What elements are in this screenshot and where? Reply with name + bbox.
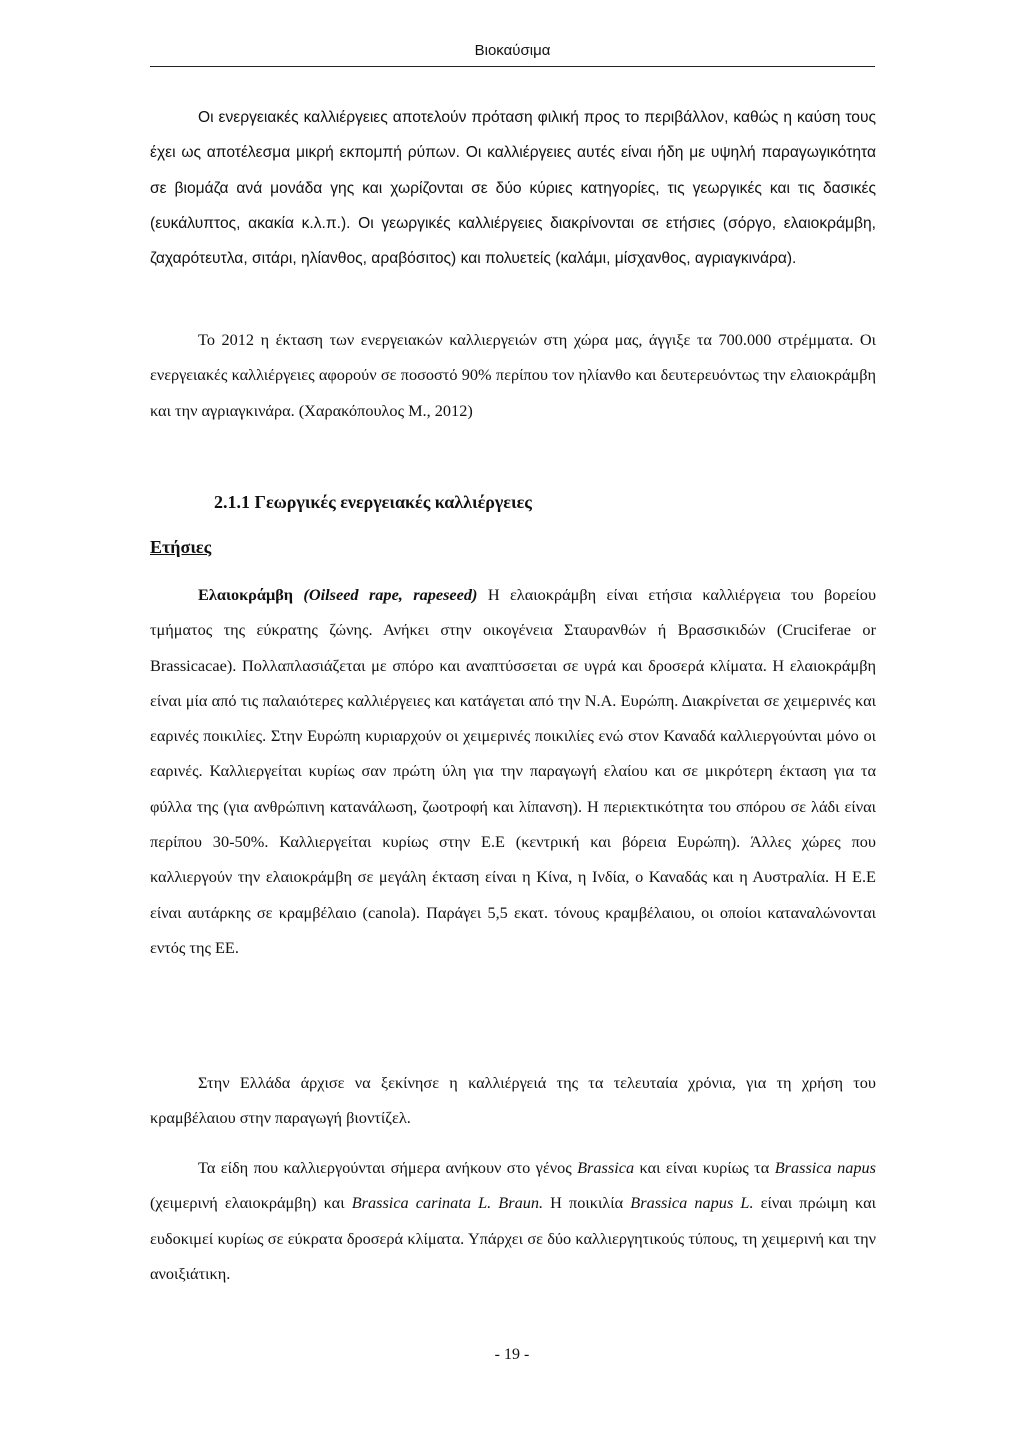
section-number: 2.1.1 (214, 492, 250, 512)
intro-paragraph-2: Το 2012 η έκταση των ενεργειακών καλλιεργειών στη χώρα μας, άγγιξε τα 700.000 στρέμματα. Οι ενεργειακές καλλιέργειες αφορούν σε ποσοστό 90% περίπου τον ηλίανθο και δευτερευόντως την ελαιοκράμβη και την αγριαγκινάρα. (Χαρακόπουλος Μ., 2012) (150, 330, 876, 420)
species-text-e: (χειμερινή ελαιοκράμβη) και (150, 1193, 352, 1213)
species-name-brassica-napus: Brassica napus (774, 1158, 876, 1177)
header-title: Βιοκαύσιμα (474, 42, 551, 59)
species-text-g: Η ποικιλία (543, 1193, 631, 1213)
section-title: Γεωργικές ενεργειακές καλλιέργειες (254, 492, 532, 512)
rapeseed-latin-name: (Oilseed rape, rapeseed) (303, 585, 478, 604)
rapeseed-text: Η ελαιοκράμβη είναι ετήσια καλλιέργεια του βορείου τμήματος της εύκρατης ζώνης. Ανήκει στην οικογένεια Σταυρανθών ή Βρασσικιδών (Cruciferae or Brassicacae). Πολλαπλασιάζεται με σπόρο και αναπτύσσεται σε υγρά και δροσερά κλίματα. Η ελαιοκράμβη είναι μία από τις παλαιότερες καλλιέργειες και κατάγεται από την Ν.Α. Ευρώπη. Διακρίνεται σε χειμερινές και εαρινές ποικιλίες. Στην Ευρώπη κυριαρχούν οι χειμερινές ποικιλίες ενώ στον Καναδά καλλιεργούνται μόνο οι εαρινές. Καλλιεργείται κυρίως σαν πρώτη ύλη για την παραγωγή ελαίου και σε μικρότερη έκταση για τα φύλλα της (για ανθρώπινη κατανάλωση, ζωοτροφή και λίπανση). Η περιεκτικότητα του σπόρου σε λάδι είναι περίπου 30-50%. Καλλιεργείται κυρίως στην Ε.Ε (κεντρική και βόρεια Ευρώπη). Άλλες χώρες που καλλιεργούν την ελαιοκράμβη σε μεγάλη έκταση είναι η Κίνα, η Ινδία, ο Καναδάς και η Αυστραλία. Η Ε.Ε είναι αυτάρκης σε κραμβέλαιο (canola). Παράγει 5,5 εκατ. τόνους κραμβέλαιου, οι οποίοι καταναλώνονται εντός της ΕΕ. (150, 585, 877, 957)
species-text-a: Τα είδη που καλλιεργούνται σήμερα ανήκουν στο γένος (198, 1158, 578, 1177)
section-heading (214, 492, 532, 513)
species-text-c: και είναι κυρίως τα (634, 1158, 775, 1177)
species-name-brassica-carinata: Brassica carinata L. Braun. (351, 1193, 544, 1213)
species-name-brassica-napus-l: Brassica napus L. (630, 1193, 754, 1213)
running-header (150, 38, 875, 67)
species-paragraph (150, 1150, 876, 1291)
page-number: - 19 - (494, 1346, 530, 1363)
greece-paragraph: Στην Ελλάδα άρχισε να ξεκίνησε η καλλιέργειά της τα τελευταία χρόνια, για τη χρήση του κραμβέλαιου στην παραγωγή βιοντίζελ. (150, 1073, 876, 1128)
rapeseed-term: Ελαιοκράμβη (198, 585, 294, 604)
intro-paragraph-1: Οι ενεργειακές καλλιέργειες αποτελούν πρόταση φιλική προς το περιβάλλον, καθώς η καύση τους έχει ως αποτέλεσμα μικρή εκπομπή ρύπων. Οι καλλιέργειες αυτές είναι ήδη με υψηλή παραγωγικότητα σε βιομάζα ανά μονάδα γης και χωρίζονται σε δύο κύριες κατηγορίες, τις γεωργικές και τις δασικές (ευκάλυπτος, ακακία κ.λ.π.). Οι γεωργικές καλλιέργειες διακρίνονται σε ετήσιες (σόργο, ελαιοκράμβη, ζαχαρότευτλα, σιτάρι, ηλίανθος, αραβόσιτος) και πολυετείς (καλάμι, μίσχανθος, αγριαγκινάρα). (150, 109, 876, 268)
species-name-brassica: Brassica (577, 1158, 635, 1177)
rapeseed-paragraph (150, 577, 876, 965)
subsection-heading: Ετήσιες (150, 537, 212, 557)
species-text-i: είναι πρώιμη και ευδοκιμεί κυρίως σε εύκρατα δροσερά κλίματα. Υπάρχει σε δύο καλλιεργητικούς τύπους, τη χειμερινή και την ανοιξιάτικη. (150, 1193, 876, 1283)
